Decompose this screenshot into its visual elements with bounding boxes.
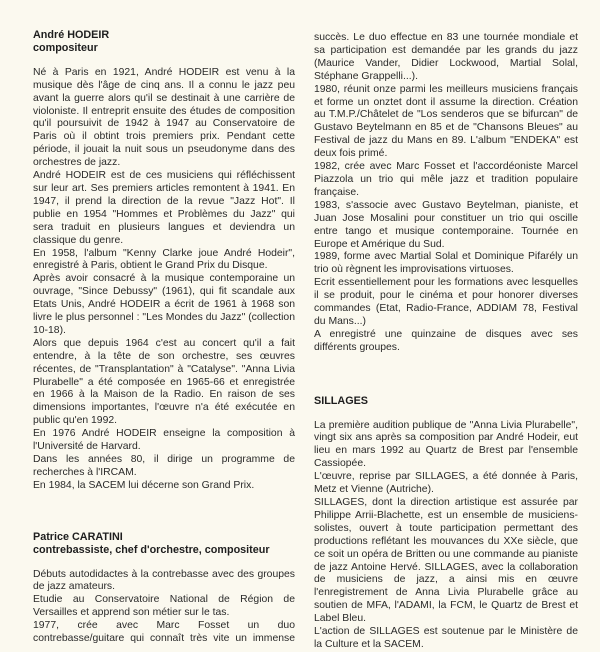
sillages-paragraph: La première audition publique de "Anna Livia Plurabelle", vingt six ans après sa composition par André Hodeir, eut lieu en mars 1992 au Quartz de Brest par l'ensemble Cassiopée. <box>314 419 578 470</box>
hodeir-section <box>33 29 295 493</box>
caratini-paragraph: succès. Le duo effectue en 83 une tournée mondiale et sa participation est demandée par les grands du jazz (Maurice Vander, Didier Lockwood, Martial Solal, Stéphane Grappelli...). <box>314 32 578 82</box>
sillages-paragraph: L'œuvre, reprise par SILLAGES, a été donnée à Paris, Metz et Vienne (Autriche). <box>314 471 578 496</box>
hodeir-paragraph: Dans les années 80, il dirige un programme de recherches à l'IRCAM. <box>33 454 295 478</box>
caratini-paragraph: Ecrit essentiellement pour les formations avec lesquelles il se produit, pour le cinéma et pour honorer diverses commandes (Etat, Radio-France, ADDIAM 78, Festival du Mans...) <box>314 277 578 327</box>
section-spacer <box>314 355 578 395</box>
hodeir-paragraph: En 1984, la SACEM lui décerne son Grand Prix. <box>33 479 255 491</box>
caratini-paragraph: A enregistré une quinzaine de disques avec ses différents groupes. <box>314 328 578 353</box>
hodeir-paragraph: André HODEIR est de ces musiciens qui réfléchissent sur leur art. Ses premiers articles remontent à 1941. En 1947, il prend la direction de la revue "Jazz Hot". Il publie en 1954 "Hommes et Problèmes du Jazz" qui sera traduit en plusieurs langues et deviendra un classique du genre. <box>33 170 295 246</box>
caratini-heading <box>33 531 295 557</box>
hodeir-heading <box>33 29 295 55</box>
sillages-section <box>314 395 578 652</box>
caratini-paragraph: 1980, réunit onze parmi les meilleurs musiciens français et forme un onztet dont il assume la direction. Création au T.M.P./Châtelet de "Los senderos que se bifurcan" de Gustavo Beytelmann en 85 et de "Chansons Bleues" au Festival de jazz du Mans en 89. L'album "ENDEKA" est deux fois primé. <box>314 83 578 160</box>
section-spacer <box>33 493 295 531</box>
sillages-paragraph: SILLAGES, dont la direction artistique est assurée par Philippe Arrii-Blachette, est un ensemble de musiciens-solistes, ouvert à toute participation permettant des productions reflétant les mouvances du XXe siècle, que ce soit un opéra de Britten ou une commande au pianiste de jazz Antoine Hervé. SILLAGES, avec la collaboration de musiciens de jazz, a ainsi mis en œuvre l'enregistrement de Anna Livia Plurabelle grâce au soutien de MFA, l'ADAMI, la FCM, le Quartz de Brest et Label Bleu. <box>314 497 578 625</box>
sillages-paragraph: L'action de SILLAGES est soutenue par le Ministère de la Culture et la SACEM. <box>314 626 578 650</box>
caratini-paragraph: 1989, forme avec Martial Solal et Dominique Pifarély un trio où règnent les improvisations virtuoses. <box>314 251 578 276</box>
caratini-section <box>33 531 295 646</box>
hodeir-role: compositeur <box>33 41 98 54</box>
right-column <box>314 32 578 652</box>
caratini-name: Patrice CARATINI <box>33 530 123 543</box>
caratini-role: contrebassiste, chef d'orchestre, compositeur <box>33 543 270 556</box>
caratini-paragraph: 1977, crée avec Marc Fosset un duo contrebasse/guitare qui connaît très vite un immense <box>33 620 295 645</box>
hodeir-paragraph: Après avoir consacré à la musique contemporaine un ouvrage, "Since Debussy" (1961), qui fit scandale aux Etats Unis, André HODEIR a écrit de 1961 à 1968 son livre le plus personnel : "Les Mondes du Jazz" (collection 10-18). <box>33 273 295 336</box>
sillages-name: SILLAGES <box>314 394 368 407</box>
caratini-paragraph: 1982, crée avec Marc Fosset et l'accordéoniste Marcel Piazzola un trio qui mêle jazz et tradition populaire française. <box>314 161 578 198</box>
hodeir-paragraph: En 1958, l'album "Kenny Clarke joue André Hodeir", enregistré à Paris, obtient le Grand Prix du Disque. <box>33 247 295 272</box>
hodeir-paragraph: Alors que depuis 1964 c'est au concert qu'il a fait entendre, à la tête de son orchestre, ses œuvres récentes, de "Transplantation" à "Catalyse". "Anna Livia Plurabelle" a été composée en 1965-66 et enregistrée en 1966 à la Maison de la Radio. En raison de ses dimensions importantes, l'œuvre n'a été exécutée en public qu'en 1992. <box>33 337 295 427</box>
hodeir-name: André HODEIR <box>33 29 110 41</box>
left-column <box>33 29 295 646</box>
caratini-continued <box>314 32 578 355</box>
hodeir-paragraph: En 1976 André HODEIR enseigne la composition à l'Université de Harvard. <box>33 428 295 453</box>
caratini-paragraph: Débuts autodidactes à la contrebasse avec des groupes de jazz amateurs. <box>33 568 295 593</box>
sillages-heading <box>314 395 578 408</box>
caratini-paragraph: Etudie au Conservatoire National de Région de Versailles et apprend son métier sur le tas. <box>33 594 295 619</box>
hodeir-paragraph: Né à Paris en 1921, André HODEIR est venu à la musique dès l'âge de cinq ans. Il a connu le jazz peu avant la guerre alors qu'il se destinait à une carrière de violoniste. Il entreprit ensuite des études de composition qu'il poursuivit de 1942 à 1947 au Conservatoire de Paris où il obtint trois premiers prix. Pendant cette période, il jouait la nuit sous un pseudonyme dans des orchestres de jazz. <box>33 66 295 169</box>
caratini-paragraph: 1983, s'associe avec Gustavo Beytelman, pianiste, et Juan Jose Mosalini pour constituer un trio qui oscille entre tango et musique contemporaine. Tournée en Europe et Amérique du Sud. <box>314 199 578 250</box>
